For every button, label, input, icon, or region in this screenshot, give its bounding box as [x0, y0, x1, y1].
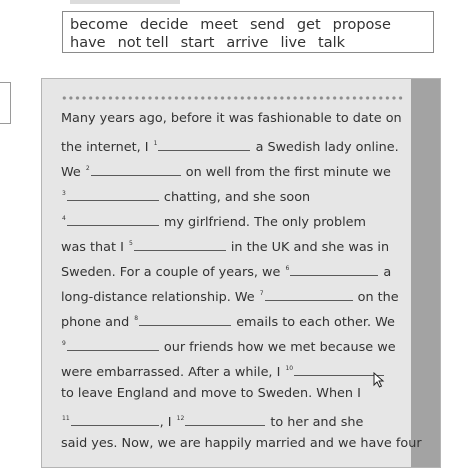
word-item: send	[249, 17, 285, 33]
text-segment: a	[383, 265, 392, 280]
text-line	[61, 131, 411, 156]
top-shade	[70, 0, 180, 4]
gap-blank[interactable]	[158, 138, 250, 151]
text-segment: emails to each other. We	[236, 315, 395, 330]
text-segment: chatting, and she soon	[163, 190, 311, 205]
text-line	[61, 106, 411, 131]
word-item: arrive	[226, 35, 269, 51]
gap-number: 11	[62, 415, 70, 422]
gap-blank[interactable]	[294, 363, 384, 376]
word-item: live	[280, 35, 307, 51]
text-line	[61, 256, 411, 281]
gap-number: 5	[128, 240, 133, 247]
text-line	[61, 356, 411, 381]
text-line	[61, 206, 411, 231]
gap-blank[interactable]	[91, 163, 181, 176]
word-item: decide	[140, 17, 189, 33]
gap-blank[interactable]	[67, 338, 159, 351]
gap-blank[interactable]	[67, 188, 159, 201]
text-segment: said yes. Now, we are happily married and we have four	[61, 436, 422, 451]
gap-number: 2	[85, 165, 90, 172]
word-item: get	[296, 17, 321, 33]
text-line	[61, 381, 411, 406]
text-line	[61, 331, 411, 356]
text-line	[61, 281, 411, 306]
text-segment: my girlfriend. The only problem	[163, 215, 367, 230]
gap-number: 9	[62, 340, 66, 347]
text-segment: our friends how we met because we	[163, 340, 396, 355]
text-segment: on the	[357, 290, 399, 305]
word-item: propose	[332, 17, 391, 33]
text-line	[61, 431, 422, 456]
gap-blank[interactable]	[265, 288, 353, 301]
gap-blank[interactable]	[185, 413, 265, 426]
gap-blank[interactable]	[67, 213, 159, 226]
word-item: start	[180, 35, 215, 51]
text-line	[61, 406, 411, 431]
gap-number: 1	[153, 140, 158, 147]
gap-blank[interactable]	[134, 238, 226, 251]
text-line	[61, 231, 411, 256]
text-segment: were embarrassed. After a while, I	[61, 365, 281, 380]
exercise-card	[41, 78, 441, 468]
gap-number: 6	[285, 265, 290, 272]
text-line	[61, 156, 411, 181]
text-segment: long-distance relationship. We	[61, 290, 255, 305]
text-segment: to leave England and move to Sweden. When I	[61, 386, 361, 401]
word-item: meet	[200, 17, 238, 33]
word-item: not tell	[117, 35, 169, 51]
word-box	[62, 11, 434, 53]
gap-blank[interactable]	[71, 413, 159, 426]
gap-number: 3	[62, 190, 66, 197]
text-segment: on well from the first minute we	[185, 165, 391, 180]
text-segment: in the UK and she was in	[230, 240, 390, 255]
word-row-1	[70, 16, 433, 34]
text-segment: phone and	[61, 315, 130, 330]
gap-number: 7	[259, 290, 264, 297]
word-item: become	[70, 17, 129, 33]
text-segment: a Swedish lady online.	[255, 140, 399, 155]
text-line	[61, 306, 411, 331]
text-segment: Many years ago, before it was fashionable to date on	[61, 111, 402, 126]
text-segment: We	[61, 165, 81, 180]
left-box-fragment	[0, 82, 11, 124]
gap-blank[interactable]	[290, 263, 378, 276]
word-row-2	[70, 34, 433, 52]
dotted-divider	[61, 96, 403, 100]
word-item: talk	[318, 35, 346, 51]
mouse-cursor-icon	[373, 372, 385, 388]
gap-number: 4	[62, 215, 66, 222]
gap-number: 10	[285, 365, 294, 372]
word-item: have	[70, 35, 106, 51]
gap-blank[interactable]	[139, 313, 231, 326]
gap-number: 12	[176, 415, 185, 422]
text-segment: the internet, I	[61, 140, 149, 155]
card-side-strip	[411, 79, 440, 467]
text-segment: , I	[159, 415, 172, 430]
text-segment: to her and she	[270, 415, 364, 430]
text-segment: Sweden. For a couple of years, we	[61, 265, 281, 280]
gap-number: 8	[134, 315, 139, 322]
exercise-text	[61, 106, 422, 456]
text-segment: was that I	[61, 240, 124, 255]
text-line	[61, 181, 411, 206]
